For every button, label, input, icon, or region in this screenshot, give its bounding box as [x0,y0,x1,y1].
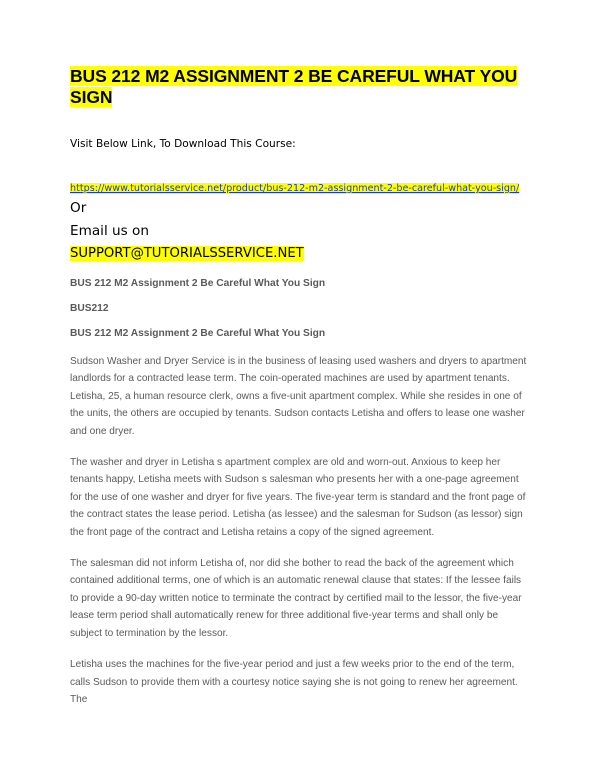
support-email-line [70,245,530,263]
course-link[interactable]: https://www.tutorialsservice.net/product/bus-212-m2-assignment-2-be-careful-what-you-sign/ [70,183,520,194]
assignment-subheading-repeat: BUS 212 M2 Assignment 2 Be Careful What You Sign [70,328,326,339]
body-paragraph-4: Letisha uses the machines for the five-year period and just a few weeks prior to the end of the term, calls Sudson to provide them with a courtesy notice saying she is not going to renew her agreement. The [70,659,518,705]
course-link-line [70,182,530,195]
document-title [70,66,530,108]
support-email[interactable]: SUPPORT@TUTORIALSSERVICE.NET [70,246,304,261]
page-content [70,66,530,708]
email-label: Email us on [70,223,149,239]
document-title-text: BUS 212 M2 ASSIGNMENT 2 BE CAREFUL WHAT YOU SIGN [70,66,518,107]
course-code: BUS212 [70,303,109,314]
body-paragraph-2: The washer and dryer in Letisha s apartment complex are old and worn-out. Anxious to keep her tenants happy, Letisha meets with Sudson s salesman who presents her with a one-page agreement for the use of one washer and dryer for five years. The five-year term is standard and the front page of the contract states the lease period. Letisha (as lessee) and the salesman for Sudson (as lessor) sign the front page of the contract and Letisha retains a copy of the signed agreement. [70,457,526,538]
or-text: Or [70,200,87,216]
body-paragraph-3: The salesman did not inform Letisha of, nor did she bother to read the back of the agreement which contained additional terms, one of which is an automatic renewal clause that states: If the lessee fails to provide a 90-day written notice to terminate the contract by certified mail to the lessor, the five-year lease term period shall automatically renew for three additional five-year terms and shall only be subject to termination by the lessor. [70,558,522,639]
body-paragraph-1: Sudson Washer and Dryer Service is in the business of leasing used washers and dryers to apartment landlords for a contracted lease term. The coin-operated machines are used by apartment tenants. Letisha, 25, a human resource clerk, owns a five-unit apartment complex. While she resides in one of the units, the others are occupied by tenants. Sudson contacts Letisha and offers to lease one washer and one dryer. [70,356,527,437]
assignment-subheading: BUS 212 M2 Assignment 2 Be Careful What You Sign [70,278,326,289]
visit-instruction: Visit Below Link, To Download This Course: [70,138,296,150]
